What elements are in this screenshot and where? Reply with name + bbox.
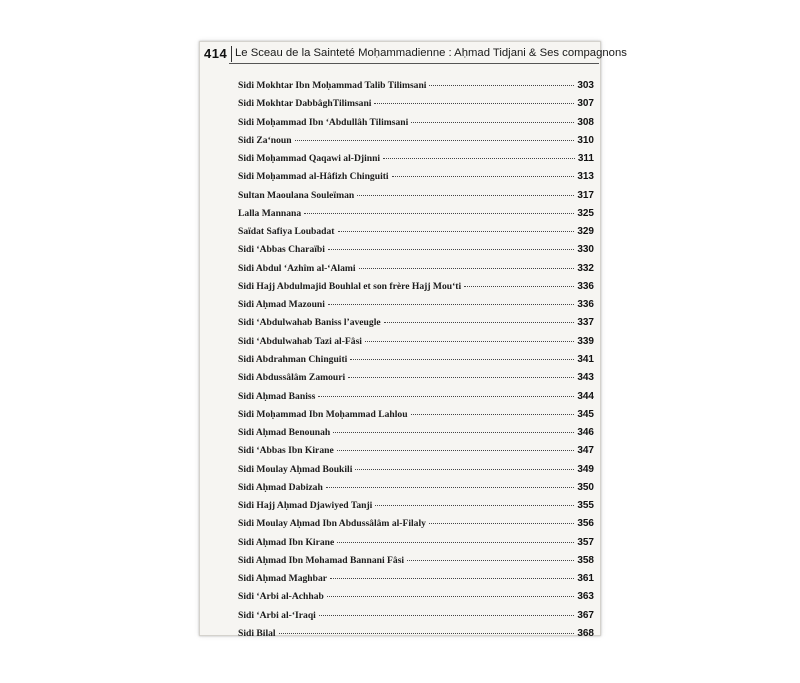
toc-dot-leader [407,560,574,561]
toc-entry-title: Sidi ‘Abbas Ibn Kirane [238,445,334,457]
header-separator [231,46,232,62]
toc-entry [238,153,594,171]
toc-dot-leader [359,268,575,269]
toc-entry-title: Sidi Abdussâlâm Zamouri [238,372,346,384]
toc-entry-page: 363 [577,591,594,603]
toc-entry-page: 311 [577,153,594,165]
toc-entry-title: Sultan Maoulana Souleïman [238,189,355,201]
toc-entry-page: 345 [577,408,594,420]
toc-entry [238,98,594,116]
toc-entry-page: 339 [577,335,594,347]
toc-entry [238,500,594,518]
toc-entry-page: 325 [577,207,594,219]
toc-entry [238,591,594,609]
toc-entry-title: Sidi ‘Abdulwahab Baniss l’aveugle [238,317,381,329]
toc-entry-title: Sidi Aḥmad Dabizah [238,481,323,493]
toc-entry-page: 356 [577,518,594,530]
running-title: Le Sceau de la Sainteté Moḥammadienne : Aḥmad Tidjani & Ses compagnons [235,47,627,59]
toc-entry-title: Sidi Aḥmad Ibn Mohamad Bannani Fâsi [238,554,405,566]
toc-entry [238,190,594,208]
toc-entry-title: Saïdat Safiya Loubadat [238,226,335,238]
toc-dot-leader [330,578,574,579]
page-number: 414 [204,46,228,61]
toc-entry [238,208,594,226]
toc-entry [238,354,594,372]
toc-entry-title: Sidi Abdrahman Chinguiti [238,353,348,365]
toc-entry-page: 361 [577,573,594,585]
toc-dot-leader [328,304,574,305]
toc-entry [238,317,594,335]
toc-entry [238,281,594,299]
toc-dot-leader [318,396,574,397]
toc-dot-leader [429,85,574,86]
toc-dot-leader [328,249,574,250]
toc-entry-title: Sidi Moḥammad Qaqawi al-Djinni [238,153,381,165]
toc-entry-title: Lalla Mannana [238,207,302,219]
toc-dot-leader [350,359,574,360]
book-page [199,41,627,639]
toc-entry-page: 307 [577,98,594,110]
toc-entry-page: 367 [577,609,594,621]
toc-dot-leader [411,122,574,123]
toc-entry-page: 350 [577,481,594,493]
toc-entry-page: 330 [577,244,594,256]
toc-dot-leader [365,341,574,342]
toc-entry-page: 358 [577,554,594,566]
toc-entry [238,336,594,354]
header-rule [229,63,599,64]
toc-entry [238,482,594,500]
toc-entry [238,372,594,390]
toc-entry-page: 336 [577,280,594,292]
toc-entry-title: Sidi Bilal [238,627,276,639]
toc-entry-title: Sidi ‘Abbas Charaïbi [238,244,325,256]
toc-entry [238,427,594,445]
toc-dot-leader [374,103,574,104]
toc-entry [238,555,594,573]
toc-entry-title: Sidi Mokhtar Ibn Moḥammad Talib Tilimsani [238,80,427,91]
toc-entry-page: 308 [577,116,594,128]
toc-entry [238,610,594,628]
toc-dot-leader [355,469,574,470]
toc-entry-title: Sidi Aḥmad Baniss [238,390,316,402]
toc-entry-title: Sidi Moulay Aḥmad Ibn Abdussâlâm al-Filaly [238,518,426,530]
toc-entry [238,299,594,317]
toc-entry-page: 344 [577,390,594,402]
toc-dot-leader [464,286,574,287]
toc-entry-title: Sidi Moulay Aḥmad Boukili [238,463,353,475]
toc-dot-leader [338,231,575,232]
toc-entry [238,537,594,555]
toc-entry-title: Sidi Hajj Aḥmad Djawiyed Tanji [238,500,373,512]
toc-entry-page: 337 [577,317,594,329]
toc-dot-leader [326,487,575,488]
toc-entry-page: 332 [577,262,594,274]
toc-entry [238,80,594,98]
toc-entry [238,518,594,536]
toc-entry-title: Sidi ‘Abdulwahab Tazi al-Fâsi [238,335,362,347]
page-header [200,42,627,64]
toc-dot-leader [337,450,575,451]
toc-entry-title: Sidi Aḥmad Mazouni [238,299,325,311]
toc-dot-leader [375,505,574,506]
toc-dot-leader [384,322,575,323]
toc-dot-leader [295,140,575,141]
toc-dot-leader [337,542,574,543]
toc-entry-page: 341 [577,353,594,365]
table-of-contents [238,80,594,646]
toc-entry-page: 357 [577,536,594,548]
toc-entry-title: Sidi Moḥammad Ibn Moḥammad Lahlou [238,408,408,420]
toc-entry [238,445,594,463]
toc-dot-leader [348,377,574,378]
toc-entry [238,244,594,262]
toc-entry-title: Sidi Mokhtar DabbâghTilimsani [238,98,372,110]
toc-entry-title: Sidi Moḥammad al-Hâfizh Chinguiti [238,171,389,183]
toc-dot-leader [319,615,574,616]
toc-entry-page: 355 [577,500,594,512]
toc-entry-page: 349 [577,463,594,475]
toc-entry [238,409,594,427]
toc-entry-page: 368 [577,627,594,639]
toc-entry [238,171,594,189]
toc-entry [238,263,594,281]
toc-dot-leader [304,213,574,214]
toc-entry [238,135,594,153]
toc-entry [238,573,594,591]
toc-dot-leader [392,176,575,177]
toc-entry-page: 329 [577,226,594,238]
toc-entry [238,226,594,244]
toc-dot-leader [327,596,574,597]
toc-entry-page: 317 [577,189,594,201]
toc-entry-title: Sidi Moḥammad Ibn ‘Abdullâh Tilimsani [238,116,409,128]
toc-entry [238,628,594,646]
toc-entry [238,117,594,135]
toc-dot-leader [383,158,575,159]
toc-entry-page: 313 [577,171,594,183]
toc-dot-leader [411,414,575,415]
toc-dot-leader [357,195,574,196]
toc-entry-title: Sidi Aḥmad Maghbar [238,573,328,585]
toc-entry-title: Sidi Aḥmad Benounah [238,427,331,439]
toc-entry-title: Sidi Aḥmad Ibn Kirane [238,536,335,548]
toc-entry-page: 310 [577,134,594,146]
toc-dot-leader [333,432,574,433]
toc-entry-page: 346 [577,427,594,439]
toc-entry-page: 303 [577,80,594,91]
toc-entry-page: 347 [577,445,594,457]
toc-entry-page: 336 [577,299,594,311]
toc-entry-title: Sidi Abdul ‘Azhîm al-‘Alami [238,262,356,274]
toc-dot-leader [429,523,574,524]
toc-entry [238,464,594,482]
toc-entry-title: Sidi Hajj Abdulmajid Bouhlal et son frère Hajj Mou‘ti [238,280,462,292]
toc-entry-title: Sidi ‘Arbi al-‘Iraqi [238,609,316,621]
toc-entry-title: Sidi Za‘noun [238,134,292,146]
toc-entry [238,391,594,409]
toc-entry-title: Sidi ‘Arbi al-Achhab [238,591,324,603]
toc-entry-page: 343 [577,372,594,384]
toc-dot-leader [279,633,575,634]
